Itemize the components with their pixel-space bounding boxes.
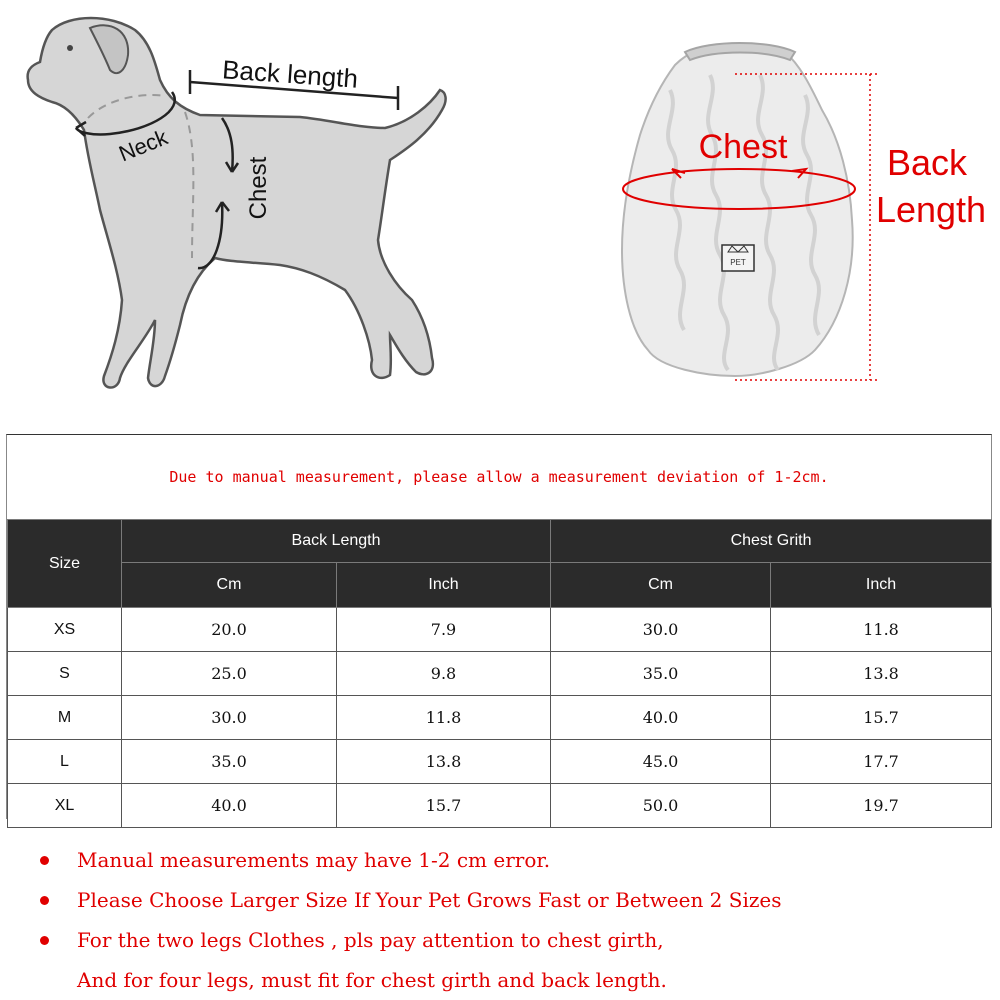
back-cm-cell: 30.0 — [122, 696, 337, 740]
back-inch-cell: 9.8 — [337, 652, 551, 696]
chest-cm-cell: 35.0 — [551, 652, 771, 696]
size-cell: M — [8, 696, 122, 740]
chest-inch-cell: 13.8 — [771, 652, 992, 696]
chest-inch-cell: 19.7 — [771, 784, 992, 828]
chest-inch-cell: 15.7 — [771, 696, 992, 740]
back-length-header: Back Length — [122, 520, 551, 563]
measurement-deviation-note: Due to manual measurement, please allow a measurement deviation of 1-2cm. — [169, 468, 829, 486]
sweater-measurement-diagram — [560, 30, 1000, 400]
sweater-body — [622, 47, 853, 376]
table-row — [8, 652, 992, 696]
chest-cm-cell: 45.0 — [551, 740, 771, 784]
back-length-label: Back length — [221, 54, 359, 94]
list-item-continuation — [40, 960, 990, 1000]
list-item — [40, 840, 990, 880]
back-cm-cell: 40.0 — [122, 784, 337, 828]
back-inch-cell: 7.9 — [337, 608, 551, 652]
chest-cm-cell: 40.0 — [551, 696, 771, 740]
size-table — [7, 519, 992, 828]
back-cm-header: Cm — [122, 563, 337, 608]
note-text: For the two legs Clothes , pls pay attention to chest girth, — [77, 928, 664, 952]
table-header-row-units — [8, 563, 992, 608]
dog-measurement-diagram — [0, 0, 500, 410]
dog-eye — [67, 45, 73, 51]
size-cell: XS — [8, 608, 122, 652]
bullet-icon — [40, 896, 49, 905]
size-cell: S — [8, 652, 122, 696]
chest-label: Chest — [245, 156, 272, 220]
size-header: Size — [8, 520, 122, 608]
chest-cm-header: Cm — [551, 563, 771, 608]
neck-label: Neck — [115, 124, 172, 167]
table-row — [8, 740, 992, 784]
back-inch-header: Inch — [337, 563, 551, 608]
back-inch-cell: 15.7 — [337, 784, 551, 828]
size-cell: L — [8, 740, 122, 784]
chest-inch-cell: 11.8 — [771, 608, 992, 652]
note-text: Please Choose Larger Size If Your Pet Grows Fast or Between 2 Sizes — [77, 888, 782, 912]
note-text: And for four legs, must fit for chest girth and back length. — [77, 968, 667, 992]
table-row — [8, 784, 992, 828]
chest-cm-cell: 50.0 — [551, 784, 771, 828]
list-item — [40, 880, 990, 920]
sweater-tag — [722, 245, 754, 271]
chest-girth-header: Chest Grith — [551, 520, 992, 563]
chest-cm-cell: 30.0 — [551, 608, 771, 652]
table-row — [8, 608, 992, 652]
table-row — [8, 696, 992, 740]
notes-list — [40, 840, 990, 1000]
sweater-back-label-line1: Back — [886, 142, 968, 183]
back-inch-cell: 13.8 — [337, 740, 551, 784]
tag-text: PET — [730, 258, 746, 267]
back-cm-cell: 25.0 — [122, 652, 337, 696]
chest-inch-cell: 17.7 — [771, 740, 992, 784]
back-cm-cell: 20.0 — [122, 608, 337, 652]
table-header-row-groups — [8, 520, 992, 563]
sweater-back-label-line2: Length — [875, 189, 987, 230]
size-chart — [6, 434, 992, 819]
back-cm-cell: 35.0 — [122, 740, 337, 784]
chest-inch-header: Inch — [771, 563, 992, 608]
list-item — [40, 920, 990, 960]
bullet-icon — [40, 936, 49, 945]
sweater-chest-label: Chest — [698, 128, 788, 166]
note-text: Manual measurements may have 1-2 cm error. — [77, 848, 551, 872]
back-inch-cell: 11.8 — [337, 696, 551, 740]
bullet-icon — [40, 856, 49, 865]
size-cell: XL — [8, 784, 122, 828]
